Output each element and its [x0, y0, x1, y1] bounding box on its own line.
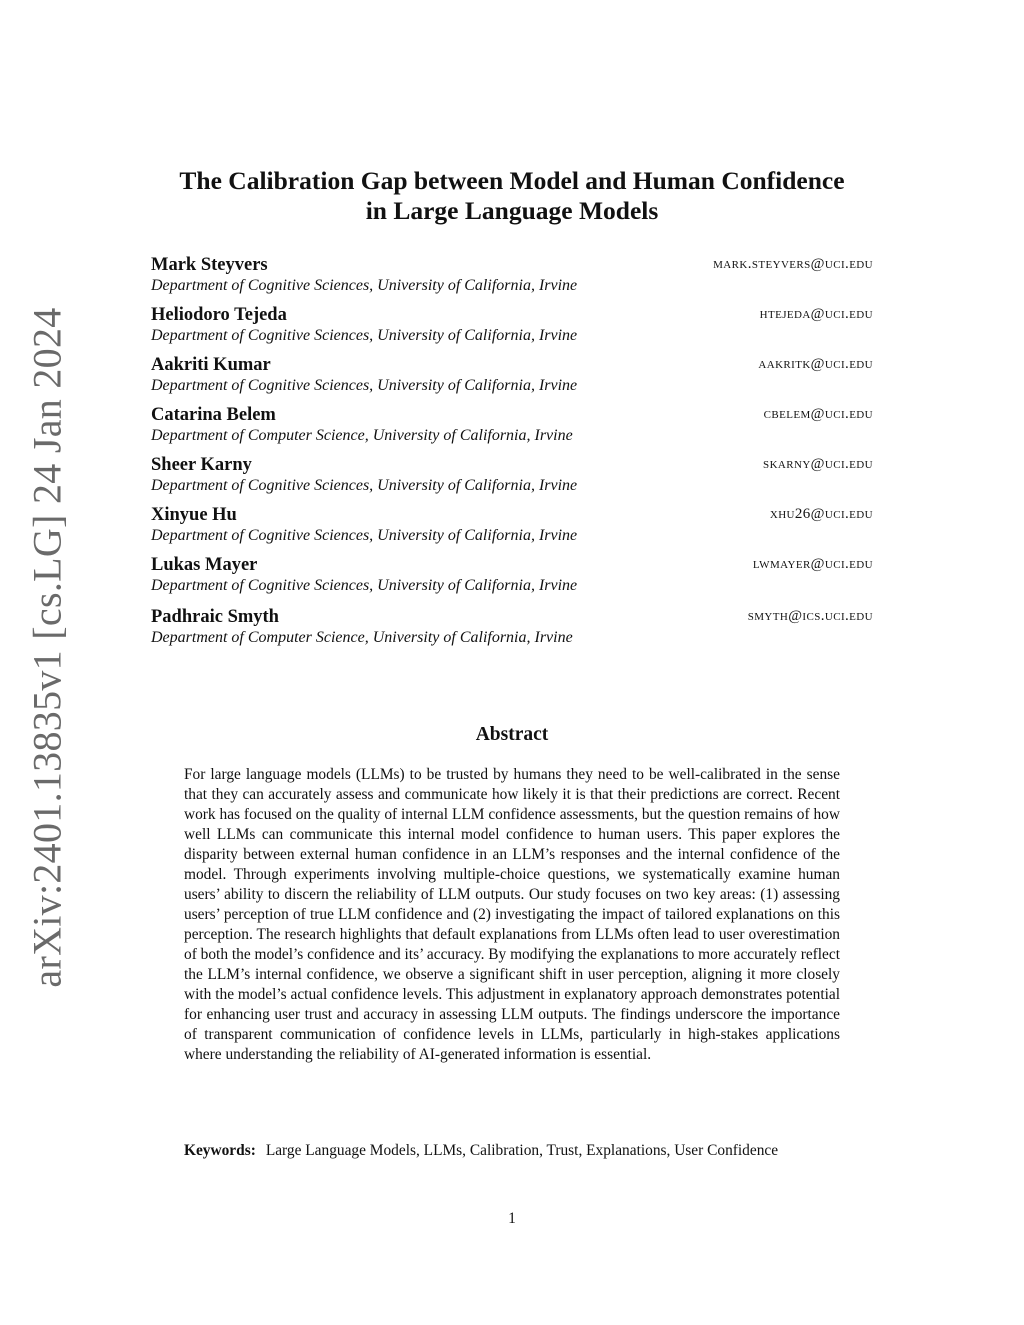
author-name: Sheer Karny — [151, 455, 252, 475]
author-affiliation: Department of Computer Science, University of California, Irvine — [151, 427, 573, 444]
author-name: Xinyue Hu — [151, 505, 237, 525]
author-entry — [151, 304, 873, 354]
author-email[interactable]: smyth@ics.uci.edu — [747, 608, 873, 624]
author-name: Heliodoro Tejeda — [151, 305, 287, 325]
keywords-label: Keywords: — [184, 1142, 256, 1159]
author-affiliation: Department of Computer Science, University of California, Irvine — [151, 629, 573, 646]
author-email[interactable]: mark.steyvers@uci.edu — [713, 256, 873, 272]
author-affiliation: Department of Cognitive Sciences, University of California, Irvine — [151, 577, 578, 594]
paper-title — [150, 166, 874, 226]
abstract-body — [184, 765, 840, 1065]
author-affiliation: Department of Cognitive Sciences, University of California, Irvine — [151, 527, 578, 544]
author-entry — [151, 504, 873, 554]
author-affiliation: Department of Cognitive Sciences, University of California, Irvine — [151, 277, 578, 294]
author-email[interactable]: htejeda@uci.edu — [759, 306, 873, 322]
paper-title-line-1: The Calibration Gap between Model and Human Confidence — [179, 166, 845, 195]
author-affiliation: Department of Cognitive Sciences, University of California, Irvine — [151, 477, 578, 494]
author-entry — [151, 606, 873, 656]
arxiv-identifier-text: arXiv:2401.13835v1 [cs.LG] 24 Jan 2024 — [24, 307, 70, 988]
author-name: Lukas Mayer — [151, 555, 258, 575]
author-entry — [151, 404, 873, 454]
keywords-text: Large Language Models, LLMs, Calibration, Trust, Explanations, User Confidence — [265, 1142, 779, 1159]
author-entry — [151, 454, 873, 504]
abstract-text: For large language models (LLMs) to be trusted by humans they need to be well-calibrated in the sense that they can accurately assess and communicate how likely it is that their predictions are correct. Recent work has focused on the quality of internal LLM confidence assessments, but the question remains of how well LLMs can communicate this internal model confidence to human users. This paper explores the disparity between external human confidence in an LLM’s responses and the internal confidence of the model. Through experiments involving multiple-choice questions, we systematically examine human users’ ability to discern the reliability of LLM outputs. Our study focuses on two key areas: (1) assessing users’ perception of true LLM confidence and (2) investigating the impact of tailored explanations on this perception. The research highlights that default explanations from LLMs often lead to user overestimation of both the model’s confidence and its’ accuracy. By modifying the explanations to more accurately reflect the LLM’s internal confidence, we observe a significant shift in user perception, aligning it more closely with the model’s actual confidence levels. This adjustment in explanatory approach demonstrates potential for enhancing user trust and accuracy in assessing LLM outputs. The findings underscore the importance of transparent communication of confidence levels in LLMs, particularly in high-stakes applications where understanding the reliability of AI-generated information is essential. — [184, 766, 840, 1063]
author-email[interactable]: lwmayer@uci.edu — [752, 556, 873, 572]
author-affiliation: Department of Cognitive Sciences, University of California, Irvine — [151, 377, 578, 394]
author-name: Catarina Belem — [151, 405, 276, 425]
author-affiliation: Department of Cognitive Sciences, University of California, Irvine — [151, 327, 578, 344]
author-email[interactable]: skarny@uci.edu — [763, 456, 873, 472]
author-entry — [151, 354, 873, 404]
keywords-section — [184, 1141, 840, 1161]
author-email[interactable]: xhu26@uci.edu — [769, 506, 873, 522]
arxiv-identifier-stamp — [24, 307, 70, 988]
author-name: Padhraic Smyth — [151, 607, 279, 627]
author-email[interactable]: aakritk@uci.edu — [758, 356, 873, 372]
author-name: Aakriti Kumar — [151, 355, 271, 375]
abstract-heading: Abstract — [475, 724, 549, 745]
author-name: Mark Steyvers — [151, 255, 268, 275]
author-email[interactable]: cbelem@uci.edu — [763, 406, 873, 422]
page-number: 1 — [508, 1210, 516, 1227]
paper-title-line-2: in Large Language Models — [365, 196, 659, 225]
author-entry — [151, 254, 873, 304]
author-entry — [151, 554, 873, 606]
author-list — [151, 254, 873, 656]
